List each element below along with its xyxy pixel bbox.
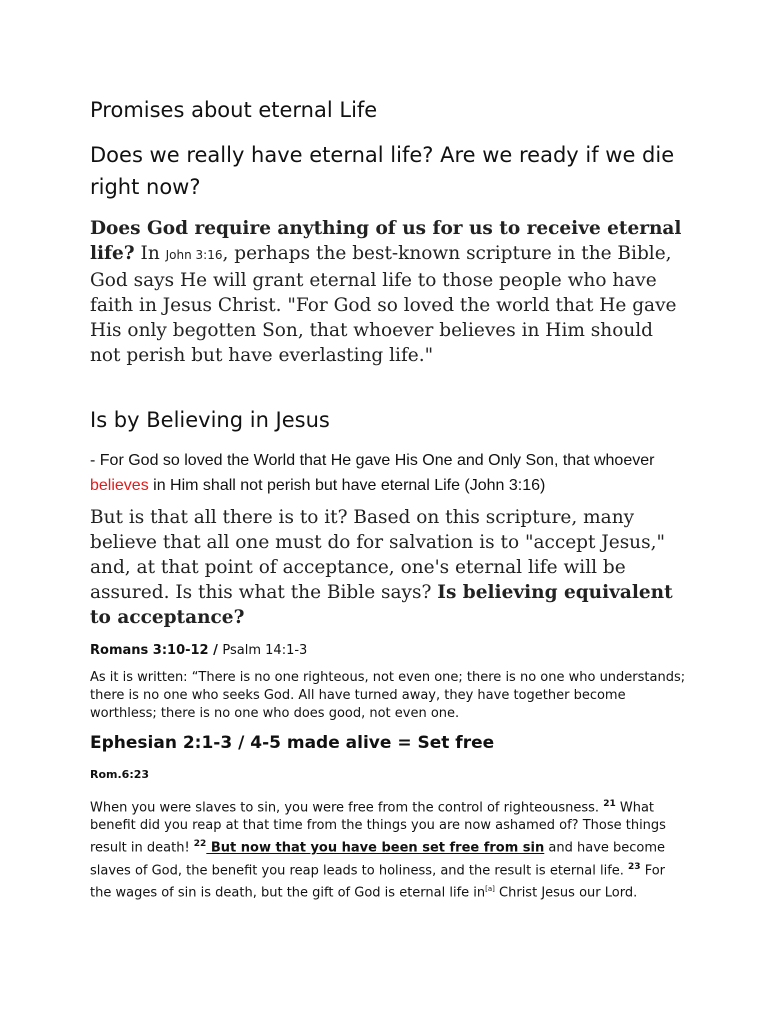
acceptance-paragraph bbox=[90, 505, 688, 630]
slaves-t4: For the wages of sin is death, but the gift of God is eternal life in bbox=[90, 862, 666, 901]
psalm-ref: Psalm 14:1-3 bbox=[222, 643, 308, 658]
intro-paragraph bbox=[90, 216, 688, 368]
verse-part2: in Him shall not perish but have eternal Life (John 3:16) bbox=[148, 477, 546, 494]
verse-number-23: 23 bbox=[628, 861, 641, 872]
john-verse bbox=[90, 448, 688, 498]
romans-bold: Romans 3:10-12 / bbox=[90, 643, 223, 658]
romans-quote: As it is written: “There is no one righteous, not even one; there is no one who understands; there is no one who seeks God. All have turned away, they have together become worthless; there is no one who does good, not even one. bbox=[90, 670, 686, 721]
scripture-reference: John 3:16 bbox=[165, 248, 223, 262]
verse-red-word: believes bbox=[90, 477, 149, 494]
believing-heading: Is by Believing in Jesus bbox=[90, 408, 330, 432]
intro-rest: , perhaps the best-known scripture in the Bible, God says He will grant eternal life to those people who have faith in Jesus Christ. "For God so loved the world that He gave His only begotten Son, that whoever believes in Him should not perish but have everlasting life." bbox=[90, 243, 677, 366]
verse-part1: - For God so loved the World that He gave His One and Only Son, that whoever bbox=[90, 452, 655, 469]
slaves-paragraph bbox=[90, 795, 688, 902]
romans-reference bbox=[90, 641, 688, 660]
rom6-reference: Rom.6:23 bbox=[90, 768, 150, 781]
slaves-t5: Christ Jesus our Lord. bbox=[494, 885, 638, 901]
ephesian-heading: Ephesian 2:1-3 / 4-5 made alive = Set free bbox=[90, 733, 495, 753]
intro-in: In bbox=[134, 243, 166, 264]
intro-lead: Does God require anything of us for us to receive eternal life? bbox=[90, 218, 682, 264]
verse-number-21: 21 bbox=[603, 799, 616, 809]
verse-number-22: 22 bbox=[193, 839, 207, 850]
acceptance-question: Is believing equivalent to acceptance? bbox=[90, 582, 673, 628]
question-heading: Does we really have eternal life? Are we ready if we die right now? bbox=[90, 143, 675, 199]
slaves-t1: When you were slaves to sin, you were free from the control of righteousness. bbox=[90, 800, 604, 816]
acceptance-text: But is that all there is to it? Based on this scripture, many believe that all one must do for salvation is to "accept Jesus," and, at that point of acceptance, one's eternal life will be assured. Is this what the Bible says? bbox=[90, 507, 665, 603]
page-title: Promises about eternal Life bbox=[90, 98, 378, 122]
slaves-t3: and have become slaves of God, the benefit you reap leads to holiness, and the result is eternal life. bbox=[90, 840, 666, 878]
footnote-marker[interactable]: [a] bbox=[485, 884, 495, 893]
set-free-text: But now that you have been set free from sin bbox=[206, 840, 545, 856]
slaves-t2: What benefit did you reap at that time from the things you are now ashamed of? Those things result in death! bbox=[90, 800, 666, 856]
